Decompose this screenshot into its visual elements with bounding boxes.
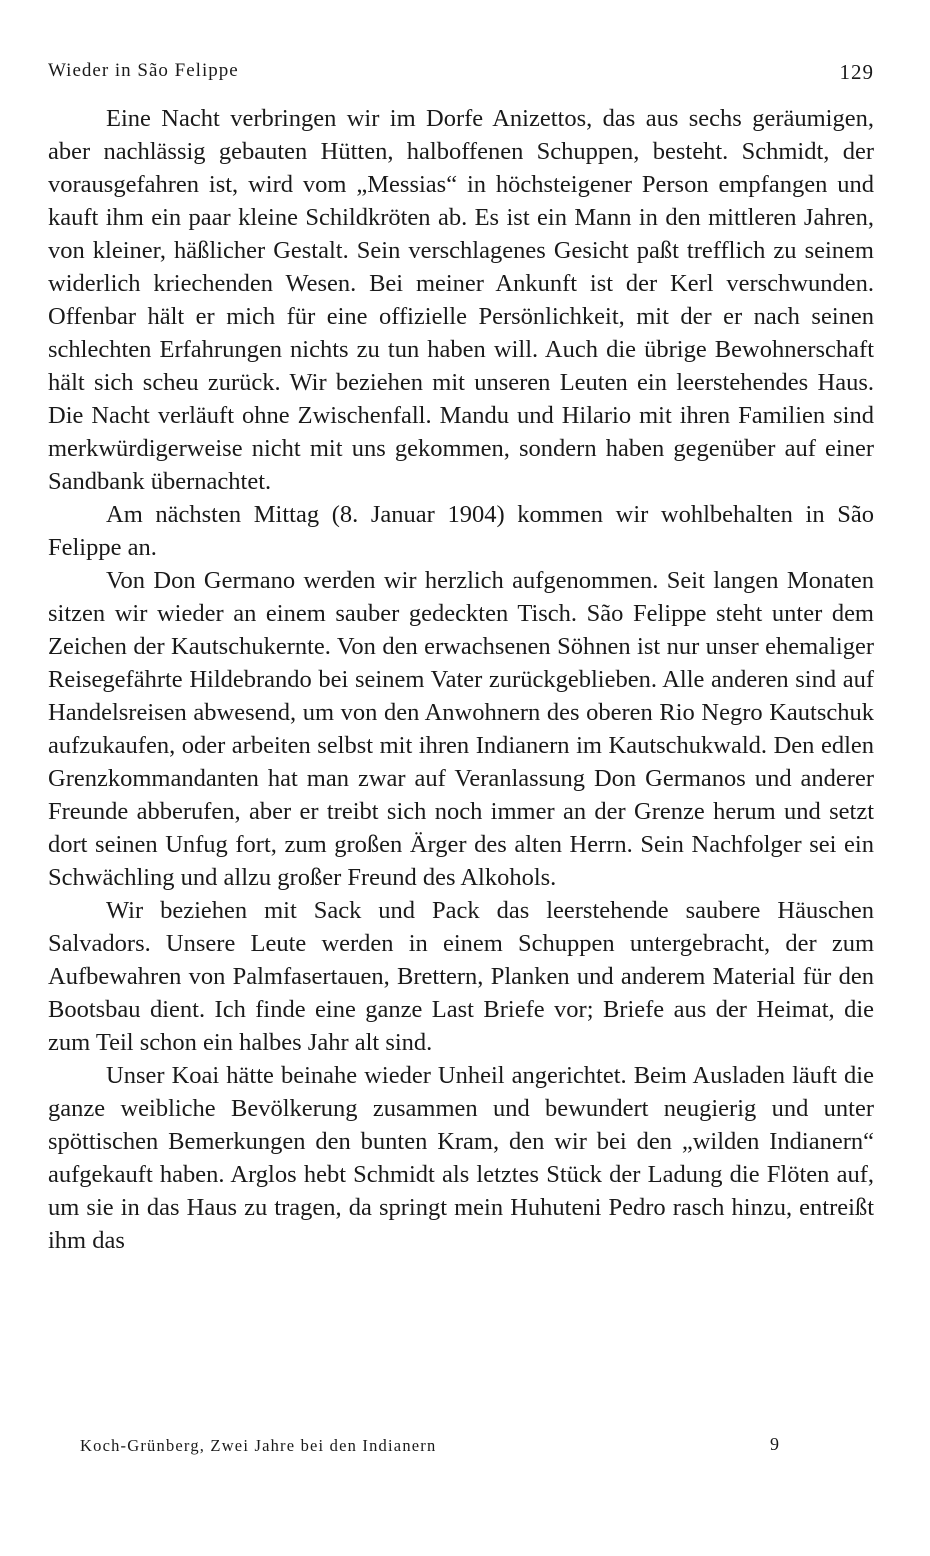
page-footer [80, 1436, 800, 1462]
paragraph-1: Eine Nacht verbringen wir im Dorfe Anizettos, das aus sechs geräumigen, aber nachlässig gebauten Hütten, halboffenen Schuppen, besteht. Schmidt, der vorausgefahren ist, wird vom „Messias“ in höchsteigener Person empfangen und kauft ihm ein paar kleine Schildkröten ab. Es ist ein Mann in den mittleren Jahren, von kleiner, häßlicher Gestalt. Sein verschlagenes Gesicht paßt trefflich zu seinem widerlich kriechenden Wesen. Bei meiner Ankunft ist der Kerl verschwunden. Offenbar hält er mich für eine offizielle Persönlichkeit, mit der er nach seinen schlechten Erfahrungen nichts zu tun haben will. Auch die übrige Bewohnerschaft hält sich scheu zurück. Wir beziehen mit unseren Leuten ein leerstehendes Haus. Die Nacht verläuft ohne Zwischenfall. Mandu und Hilario mit ihren Familien sind merkwürdigerweise nicht mit uns gekommen, sondern haben gegenüber auf einer Sandbank übernachtet. [48, 105, 874, 495]
footer-signature-mark: 9 [770, 1434, 781, 1454]
paragraph-2: Am nächsten Mittag (8. Januar 1904) kommen wir wohlbehalten in São Felippe an. [48, 501, 874, 561]
running-head [48, 54, 874, 94]
body-text [48, 102, 874, 1257]
running-title: Wieder in São Felippe [48, 60, 239, 81]
paragraph-3: Von Don Germano werden wir herzlich aufgenommen. Seit langen Monaten sitzen wir wieder an einem sauber gedeckten Tisch. São Felippe steht unter dem Zeichen der Kautschukernte. Von den erwachsenen Söhnen ist nur unser ehemaliger Reisegefährte Hildebrando bei seinem Vater zurückgeblieben. Alle anderen sind auf Handelsreisen abwesend, um von den Anwohnern des oberen Rio Negro Kautschuk aufzukaufen, oder arbeiten selbst mit ihren Indianern im Kautschukwald. Den edlen Grenzkommandanten hat man zwar auf Veranlassung Don Germanos und anderer Freunde abberufen, aber er treibt sich noch immer an der Grenze herum und setzt dort seinen Unfug fort, zum großen Ärger des alten Herrn. Sein Nachfolger sei ein Schwächling und allzu großer Freund des Alkohols. [48, 567, 874, 891]
paragraph-4: Wir beziehen mit Sack und Pack das leerstehende saubere Häuschen Salvadors. Unsere Leute werden in einem Schuppen untergebracht, der zum Aufbewahren von Palmfasertauen, Brettern, Planken und anderem Material für den Bootsbau dient. Ich finde eine ganze Last Briefe vor; Briefe aus der Heimat, die zum Teil schon ein halbes Jahr alt sind. [48, 897, 874, 1056]
book-page [48, 54, 874, 1257]
paragraph-5: Unser Koai hätte beinahe wieder Unheil angerichtet. Beim Ausladen läuft die ganze weibliche Bevölkerung zusammen und bewundert neugierig und unter spöttischen Bemerkungen den bunten Kram, den wir bei den „wilden Indianern“ aufgekauft haben. Arglos hebt Schmidt als letztes Stück der Ladung die Flöten auf, um sie in das Haus zu tragen, da springt mein Huhuteni Pedro rasch hinzu, entreißt ihm das [48, 1062, 874, 1254]
page-number: 129 [839, 60, 874, 84]
footer-author-title: Koch-Grünberg, Zwei Jahre bei den Indianern [80, 1436, 437, 1455]
